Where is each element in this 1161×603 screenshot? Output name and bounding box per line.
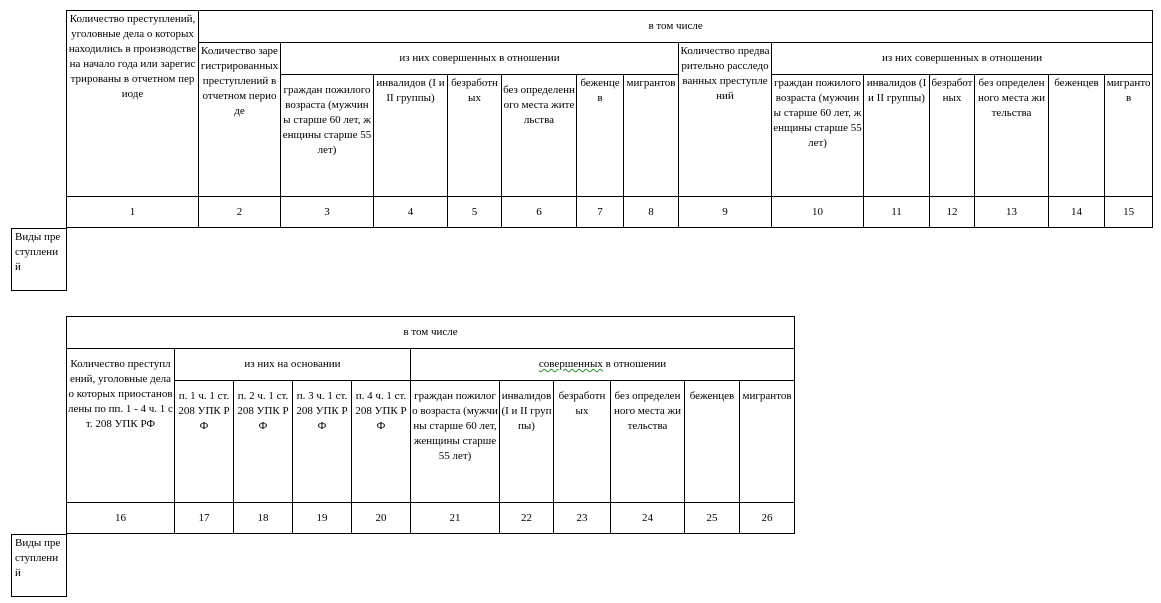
header-committed-against-b: из них совершенных в отношении bbox=[772, 43, 1153, 75]
header-committed-against-rest: в отношении bbox=[602, 358, 667, 370]
header-refugees-3: беженцев bbox=[685, 381, 740, 503]
column-number: 9 bbox=[679, 197, 772, 228]
header-homeless: без определенного места жительства bbox=[502, 75, 577, 197]
crime-stats-table-1 bbox=[66, 10, 1153, 228]
column-number: 21 bbox=[411, 503, 500, 534]
column-number: 5 bbox=[448, 197, 502, 228]
crime-stats-table-2 bbox=[66, 316, 795, 534]
column-number: 3 bbox=[281, 197, 374, 228]
header-refugees-2: беженцев bbox=[1049, 75, 1105, 197]
header-article-208-p4: п. 4 ч. 1 ст. 208 УПК РФ bbox=[352, 381, 411, 503]
spellcheck-word: совершенных bbox=[538, 358, 603, 370]
header-including-2: в том числе bbox=[67, 317, 795, 349]
header-migrants: мигрантов bbox=[624, 75, 679, 197]
header-unemployed: безработных bbox=[448, 75, 502, 197]
column-number: 11 bbox=[864, 197, 930, 228]
header-refugees: беженцев bbox=[577, 75, 624, 197]
column-number: 14 bbox=[1049, 197, 1105, 228]
column-number: 16 bbox=[67, 503, 175, 534]
column-number: 12 bbox=[930, 197, 975, 228]
column-number: 26 bbox=[740, 503, 795, 534]
header-elderly: граждан пожилого возраста (мужчины старше 60 лет, женщины старше 55 лет) bbox=[281, 75, 374, 197]
column-number: 19 bbox=[293, 503, 352, 534]
column-number: 4 bbox=[374, 197, 448, 228]
header-unemployed-3: безработных bbox=[554, 381, 611, 503]
header-homeless-2: без определенного места жительства bbox=[975, 75, 1049, 197]
header-migrants-2: мигрантов bbox=[1105, 75, 1153, 197]
column-number: 8 bbox=[624, 197, 679, 228]
header-registered-crimes: Количество зарегистрированных преступлений в отчетном периоде bbox=[199, 43, 281, 197]
header-on-basis: из них на основании bbox=[175, 349, 411, 381]
crime-types-label-1: Виды преступлений bbox=[11, 228, 67, 291]
header-disabled: инвалидов (I и II группы) bbox=[374, 75, 448, 197]
crime-types-label-2: Виды преступлений bbox=[11, 534, 67, 597]
column-number: 1 bbox=[67, 197, 199, 228]
header-investigated-crimes: Количество предварительно расследованных преступлений bbox=[679, 43, 772, 197]
header-elderly-3: граждан пожилого возраста (мужчины старше 60 лет, женщины старше 55 лет) bbox=[411, 381, 500, 503]
column-number: 23 bbox=[554, 503, 611, 534]
column-number: 15 bbox=[1105, 197, 1153, 228]
header-total-crimes: Количество преступлений, уголовные дела о которых находились в производстве на начало года или зарегистрированы в отчетном периоде bbox=[67, 11, 199, 197]
header-elderly-2: граждан пожилого возраста (мужчины старше 60 лет, женщины старше 55 лет) bbox=[772, 75, 864, 197]
header-article-208-p3: п. 3 ч. 1 ст. 208 УПК РФ bbox=[293, 381, 352, 503]
column-number: 7 bbox=[577, 197, 624, 228]
header-disabled-3: инвалидов (I и II группы) bbox=[500, 381, 554, 503]
column-number: 10 bbox=[772, 197, 864, 228]
column-number: 17 bbox=[175, 503, 234, 534]
header-unemployed-2: безработных bbox=[930, 75, 975, 197]
header-disabled-2: инвалидов (I и II группы) bbox=[864, 75, 930, 197]
column-number: 20 bbox=[352, 503, 411, 534]
column-number: 2 bbox=[199, 197, 281, 228]
column-number: 24 bbox=[611, 503, 685, 534]
header-article-208-p1: п. 1 ч. 1 ст. 208 УПК РФ bbox=[175, 381, 234, 503]
column-number: 13 bbox=[975, 197, 1049, 228]
header-article-208-p2: п. 2 ч. 1 ст. 208 УПК РФ bbox=[234, 381, 293, 503]
column-number: 25 bbox=[685, 503, 740, 534]
header-migrants-3: мигрантов bbox=[740, 381, 795, 503]
column-number: 18 bbox=[234, 503, 293, 534]
header-homeless-3: без определенного места жительства bbox=[611, 381, 685, 503]
header-committed-against-c bbox=[411, 349, 795, 381]
header-suspended-crimes: Количество преступлений, уголовные дела о которых приостановлены по пп. 1 - 4 ч. 1 ст. 208 УПК РФ bbox=[67, 349, 175, 503]
header-including: в том числе bbox=[199, 11, 1153, 43]
column-number: 22 bbox=[500, 503, 554, 534]
column-number: 6 bbox=[502, 197, 577, 228]
header-committed-against-a: из них совершенных в отношении bbox=[281, 43, 679, 75]
